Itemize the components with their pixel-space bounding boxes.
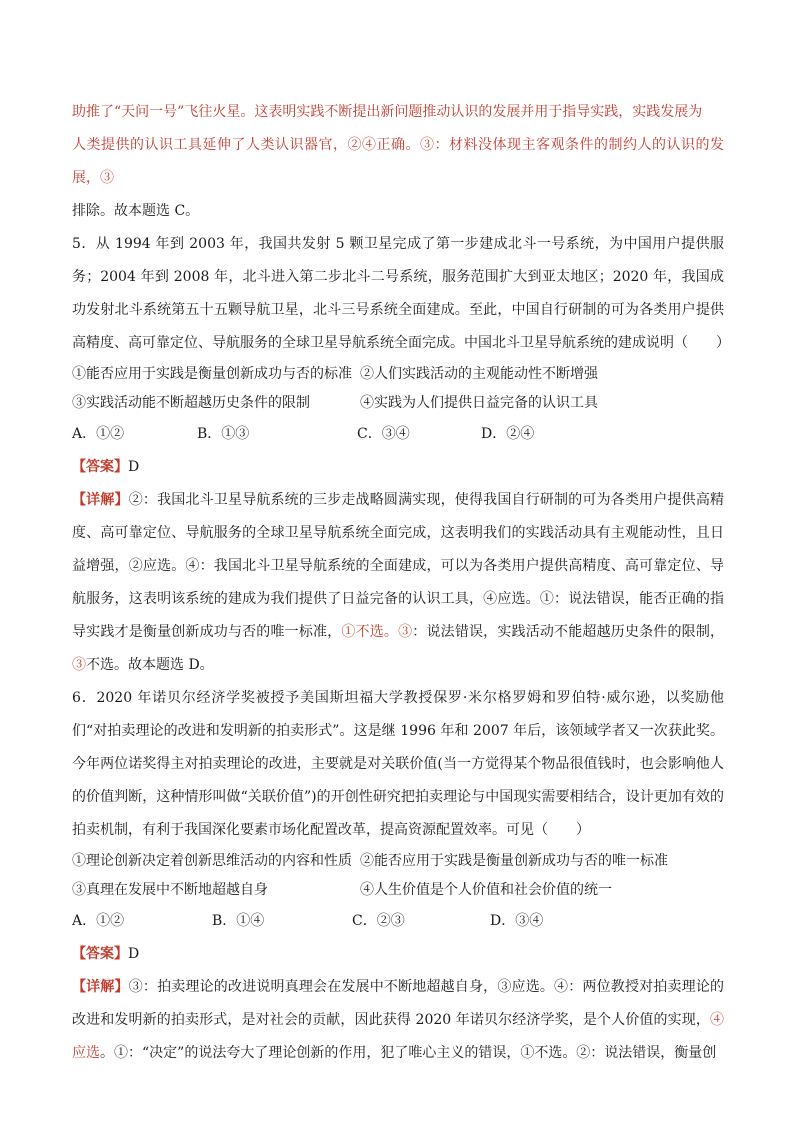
q6-options-row2 bbox=[72, 876, 724, 905]
q4-line2-c: ：材料没体现主客观条件的制约人的认识的发展， bbox=[72, 137, 724, 186]
detail-tag: 【详解】 bbox=[72, 492, 129, 508]
q5-options-row1 bbox=[72, 360, 724, 389]
q6-choice-a: A．①② bbox=[72, 913, 125, 929]
page-content bbox=[72, 96, 730, 1070]
q6-choice-c: C．②③ bbox=[352, 913, 405, 929]
q6-option-3: ③真理在发展中不断地超越自身 bbox=[72, 882, 268, 898]
q5-option-4: ④实践为人们提供日益完备的认识工具 bbox=[360, 395, 598, 411]
question-5 bbox=[72, 228, 730, 682]
q5-detail-e: 不选。故本题选 D。 bbox=[86, 657, 214, 673]
q6-option-1: ①理论创新决定着创新思维活动的内容和性质 bbox=[72, 853, 352, 869]
q5-option-2: ②人们实践活动的主观能动性不断增强 bbox=[360, 366, 598, 382]
q6-detail-a: ③：拍卖理论的改进说明真理会在发展中不断地超越自身，③应选。④：两位教授对拍卖理论的改进和发明新的拍卖形式，是对社会的贡献，因此获得 2020 年诺贝尔经济学奖，是个人价值的实现， bbox=[72, 979, 725, 1028]
q4-line1: 助推了“天问一号”飞往火星。这表明实践不断提出新问题推动认识的发展并用于指导实践，实践发展为 bbox=[72, 104, 703, 120]
q4-line3: 排除。故本题选 C。 bbox=[72, 203, 200, 219]
q4-line2-d: ③ bbox=[100, 170, 114, 186]
q6-answer bbox=[72, 938, 724, 971]
q4-line2-a: 人类提供的认识工具延伸了人类认识器官， bbox=[72, 137, 348, 153]
q6-detail-c: 。①：“决定”的说法夸大了理论创新的作用，犯了唯心主义的错误，①不选。②：说法错误，衡量创 bbox=[100, 1045, 717, 1061]
q5-choice-a: A．①② bbox=[72, 426, 125, 442]
answer-tag: 【答案】 bbox=[72, 459, 128, 475]
q5-choices bbox=[72, 418, 724, 451]
answer-value: D bbox=[128, 946, 140, 962]
q5-choice-c: C．③④ bbox=[357, 426, 410, 442]
q5-detail-a: ②：我国北斗卫星导航系统的三步走战略圆满实现，使得我国自行研制的可为各类用户提供高精度、高可靠定位、导航服务的全球卫星导航系统全面完成，这表明我们的实践活动具有主观能动性，且日益增强，②应选。④：我国北斗卫星导航系统的全面建成，可以为各类用户提供高精度、高可靠定位、导航服务，这表明该系统的建成为我们提供了日益完备的认识工具，④应选。①：说法错误，能否正确的指导实践才是衡量创新成功与否的唯一标准， bbox=[72, 492, 725, 640]
q6-option-2: ②能否应用于实践是衡量创新成功与否的唯一标准 bbox=[360, 853, 668, 869]
q6-options-row1 bbox=[72, 847, 724, 876]
answer-value: D bbox=[128, 459, 140, 475]
q5-options-row2 bbox=[72, 389, 724, 418]
answer-tag: 【答案】 bbox=[72, 946, 128, 962]
q6-choices bbox=[72, 905, 724, 938]
q6-detail bbox=[72, 971, 724, 1070]
q6-option-4: ④人生价值是个人价值和社会价值的统一 bbox=[360, 882, 612, 898]
q4-explanation-tail bbox=[72, 96, 724, 228]
q5-detail-d: ③ bbox=[72, 657, 86, 673]
q5-detail bbox=[72, 484, 724, 682]
q5-option-1: ①能否应用于实践是衡量创新成功与否的标准 bbox=[72, 366, 352, 382]
q6-choice-b: B．①④ bbox=[212, 913, 265, 929]
q4-line2-b: ②④正确。③ bbox=[347, 137, 435, 153]
q6-stem: 6．2020 年诺贝尔经济学奖被授予美国斯坦福大学教授保罗·米尔格罗姆和罗伯特·威尔逊，以奖励他们“对拍卖理论的改进和发明新的拍卖形式”。这是继 1996 年和 2007 年后，该领域学者又一次获此奖。今年两位诺奖得主对拍卖理论的改进，主要就是对关联价值(当一方觉得某个物品很值钱时，也会影响他人的价值判断，这种情形叫做“关联价值”)的开创性研究把拍卖理论与中国现实需要相结合，设计更加有效的拍卖机制，有利于我国深化要素市场化配置改革，提高资源配置效率。可见（ ） bbox=[72, 690, 724, 838]
q5-answer bbox=[72, 451, 724, 484]
q5-detail-b: ①不选。③ bbox=[341, 624, 413, 640]
q6-choice-d: D．③④ bbox=[490, 913, 544, 929]
q5-choice-b: B．①③ bbox=[197, 426, 250, 442]
q5-detail-c: ：说法错误，实践活动不能超越历史条件的限制， bbox=[412, 624, 725, 640]
q5-stem: 5．从 1994 年到 2003 年，我国共发射 5 颗卫星完成了第一步建成北斗一号系统，为中国用户提供服务；2004 年到 2008 年，北斗进入第二步北斗二号系统，服务范围扩大到亚太地区；2020 年，我国成功发射北斗系统第五十五颗导航卫星，北斗三号系统全面建成。至此，中国自行研制的可为各类用户提供高精度、高可靠定位、导航服务的全球卫星导航系统全面完成。中国北斗卫星导航系统的建成说明（ ） bbox=[72, 236, 730, 351]
q5-option-3: ③实践活动能不断超越历史条件的限制 bbox=[72, 395, 310, 411]
q6-detail-b: ④应选 bbox=[72, 1012, 724, 1061]
question-6 bbox=[72, 682, 724, 1070]
q5-choice-d: D．②④ bbox=[481, 426, 535, 442]
detail-tag: 【详解】 bbox=[72, 979, 129, 995]
